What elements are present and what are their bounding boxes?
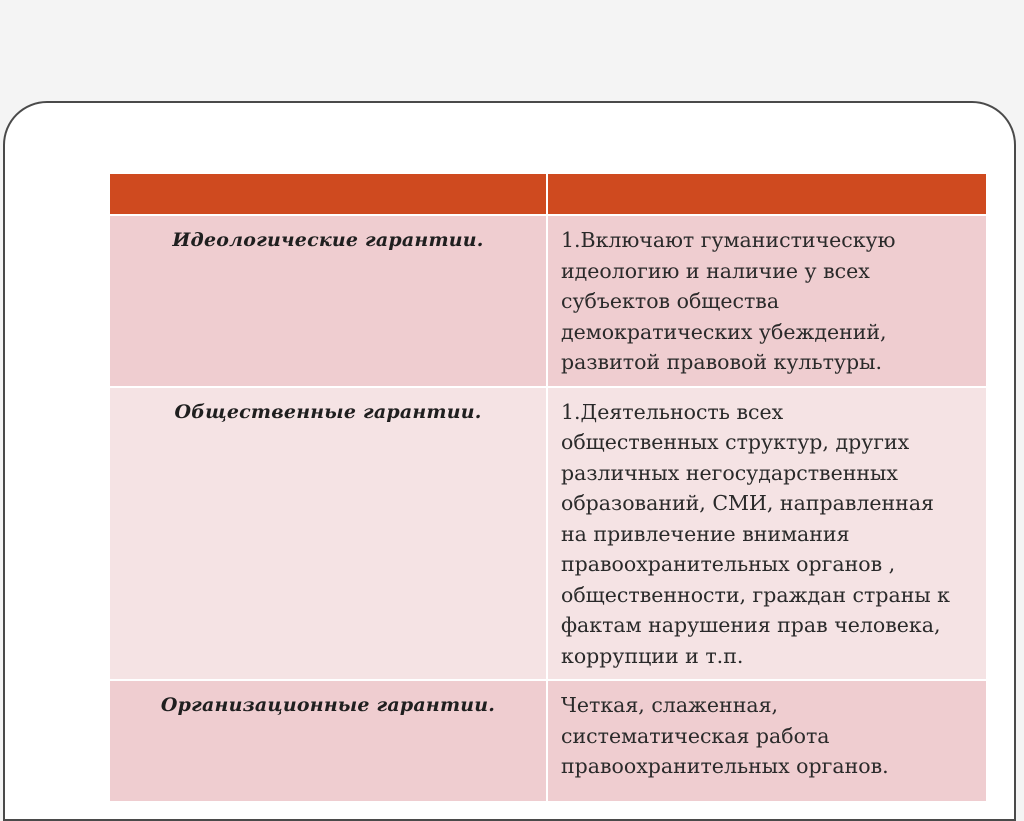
label-cell xyxy=(110,680,547,802)
row-description: Четкая, слаженная, систематическая работа правоохранительных органов. xyxy=(561,693,889,778)
row-label: Организационные гарантии. xyxy=(160,694,496,716)
row-label: Идеологические гарантии. xyxy=(172,229,484,251)
description-cell xyxy=(547,387,986,681)
header-cell-left xyxy=(110,174,547,215)
label-cell xyxy=(110,387,547,681)
row-description: 1.Деятельность всех общественных структур, других различных негосударственных образований, СМИ, направленная на привлечение внимания правоохранительных органов , общественности, граждан страны к фактам нарушения прав человека, коррупции и т.п. xyxy=(561,399,950,668)
table-row xyxy=(110,680,986,802)
description-cell xyxy=(547,680,986,802)
guarantees-table xyxy=(110,174,986,803)
header-cell-right xyxy=(547,174,986,215)
row-label: Общественные гарантии. xyxy=(174,400,482,423)
row-description: 1.Включают гуманистическую идеологию и наличие у всех субъектов общества демократических убеждений, развитой правовой культуры. xyxy=(561,228,896,374)
description-cell xyxy=(547,215,986,387)
table-row xyxy=(110,215,986,387)
table-header-row xyxy=(110,174,986,215)
table-row xyxy=(110,387,986,681)
label-cell xyxy=(110,215,547,387)
